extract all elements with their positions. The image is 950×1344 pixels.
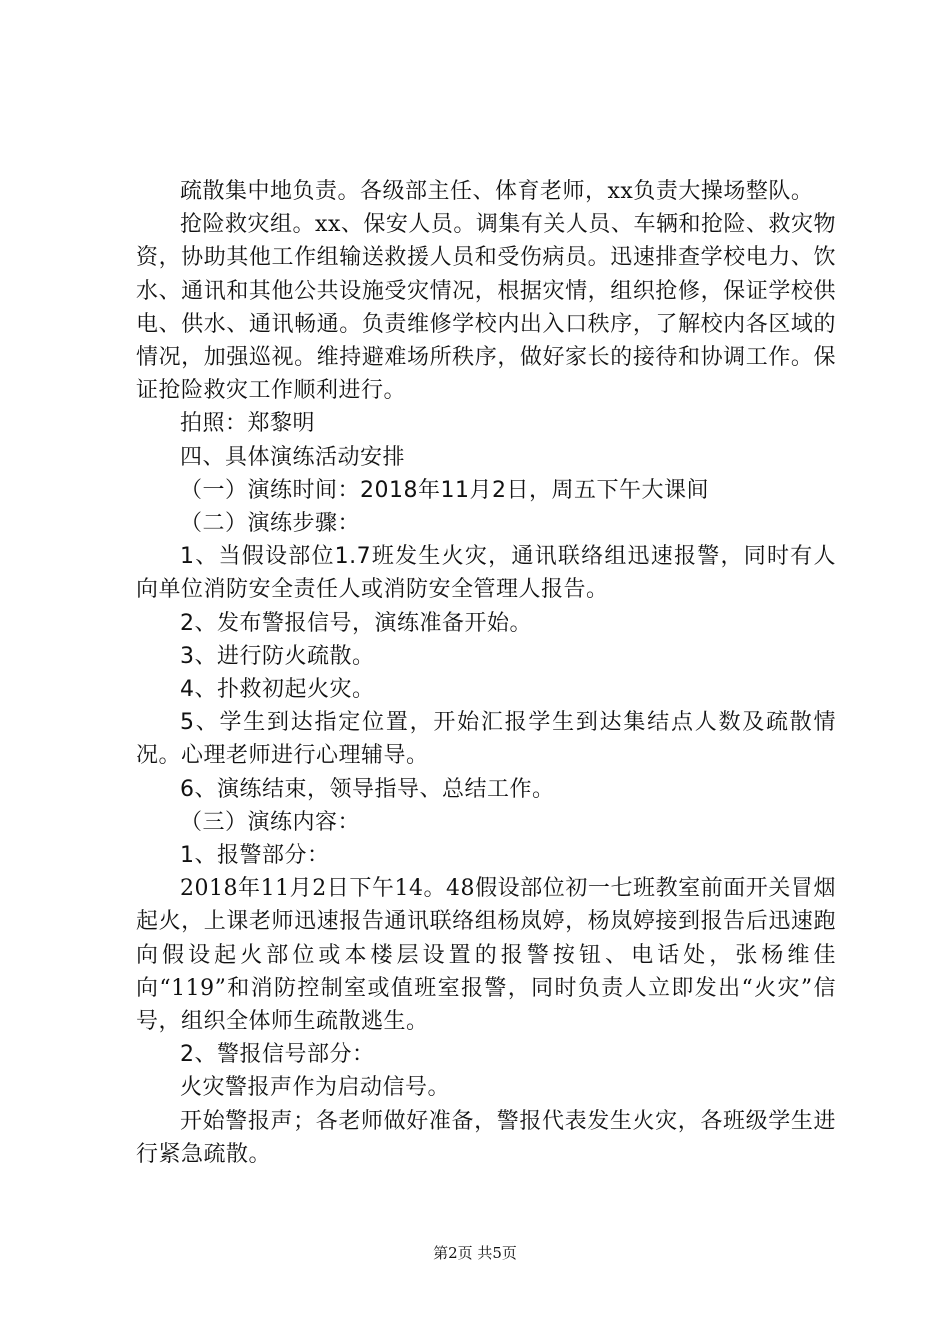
paragraph-rescue-group: 抢险救灾组。xx、保安人员。调集有关人员、车辆和抢险、救灾物资，协助其他工作组输送救援人员和受伤病员。迅速排查学校电力、饮水、通讯和其他公共设施受灾情况，根据灾情，组织抢修，保证学校供电、供水、通讯畅通。负责维修学校内出入口秩序，了解校内各区域的情况，加强巡视。维持避难场所秩序，做好家长的接待和协调工作。保证抢险救灾工作顺利进行。: [136, 212, 836, 404]
subheading-drill-content: （三）演练内容：: [180, 809, 361, 835]
document-body: [136, 175, 836, 1171]
page-footer: 第2页 共5页: [433, 1244, 517, 1262]
paragraph-alarm-details: 2018年11月2日下午14。48假设部位初一七班教室前面开关冒烟起火，上课老师迅速报告通讯联络组杨岚婷，杨岚婷接到报告后迅速跑向假设起火部位或本楼层设置的报警按钮、电话处，张杨维佳向“119”和消防控制室或值班室报警，同时负责人立即发出“火灾”信号，组织全体师生疏散逃生。: [136, 876, 836, 1035]
step-5: [136, 706, 836, 772]
paragraph-evacuation-assembly: 疏散集中地负责。各级部主任、体育老师，xx负责大操场整队。: [180, 179, 814, 204]
step-3: 3、进行防火疏散。: [180, 643, 375, 669]
section-heading-drill-arrangement: 四、具体演练活动安排: [180, 444, 406, 470]
step-2: 2、发布警报信号，演练准备开始。: [180, 610, 532, 636]
paragraph-alarm-start: 开始警报声；各老师做好准备，警报代表发生火灾，各班级学生进行紧急疏散。: [136, 1108, 836, 1167]
step-6: 6、演练结束，领导指导、总结工作。: [180, 776, 555, 802]
subheading-alarm-signal-part: 2、警报信号部分：: [180, 1042, 375, 1068]
step-5-main: 5、学生到达指定位置，开始汇报学生到达集结点人数及疏散情况。: [136, 710, 836, 769]
paragraph-photographer: 拍照：郑黎明: [180, 411, 316, 437]
subheading-drill-time: （一）演练时间：2018年11月2日，周五下午大课间: [180, 477, 709, 503]
subheading-alarm-part: 1、报警部分：: [180, 843, 330, 869]
paragraph-alarm-signal: 火灾警报声作为启动信号。: [180, 1075, 451, 1101]
step-1: 1、当假设部位1.7班发生火灾，通讯联络组迅速报警，同时有人向单位消防安全责任人或消防安全管理人报告。: [136, 544, 836, 603]
step-4: 4、扑救初起火灾。: [180, 677, 375, 703]
step-5-tail: 心理老师进行心理辅导。: [181, 743, 429, 769]
subheading-drill-steps: （二）演练步骤：: [180, 511, 361, 537]
